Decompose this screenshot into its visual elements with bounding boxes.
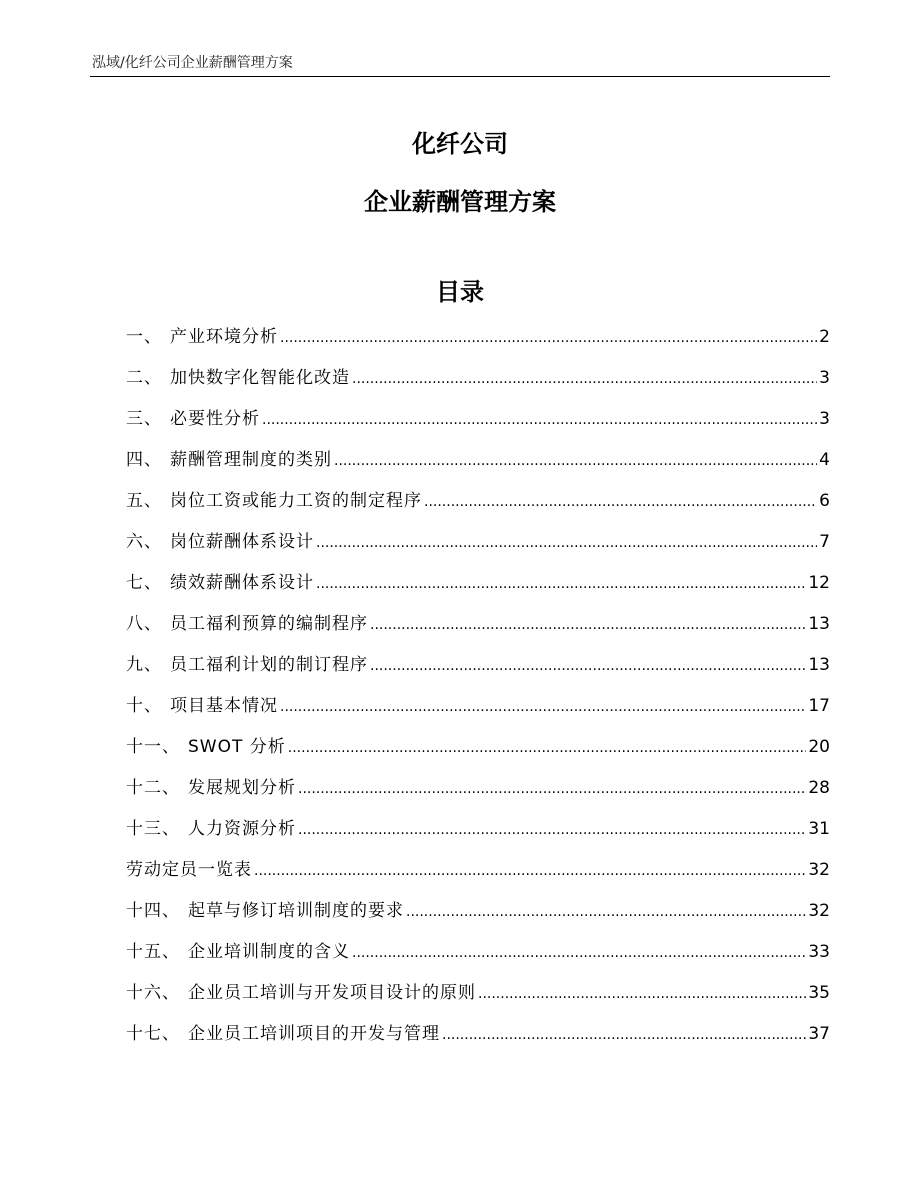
toc-dot-leader: [442, 1018, 806, 1052]
toc-entry-page: 33: [808, 942, 830, 962]
toc-entry-title: 起草与修订培训制度的要求: [188, 901, 404, 921]
toc-dot-leader: [478, 977, 806, 1011]
toc-entry-title: 企业员工培训与开发项目设计的原则: [188, 983, 476, 1003]
toc-entry-page: 7: [819, 532, 830, 552]
toc-entry-page: 17: [808, 696, 830, 716]
toc-entry[interactable]: [126, 976, 830, 1017]
toc-dot-leader: [316, 526, 817, 560]
toc-entry-title: 发展规划分析: [188, 778, 296, 798]
toc-dot-leader: [288, 731, 807, 765]
company-title: 化纤公司: [412, 130, 508, 158]
toc-entry[interactable]: [126, 320, 830, 361]
toc-entry-title: 薪酬管理制度的类别: [170, 450, 332, 470]
toc-dot-leader: [424, 485, 817, 519]
toc-entry-title: 项目基本情况: [170, 696, 278, 716]
toc-entry-title: 必要性分析: [170, 409, 260, 429]
toc-entry-number: 十三、: [126, 819, 180, 839]
toc-entry-page: 13: [808, 614, 830, 634]
toc-entry-page: 2: [819, 327, 830, 347]
toc-dot-leader: [370, 649, 806, 683]
toc-dot-leader: [298, 772, 806, 806]
toc-entry[interactable]: [126, 853, 830, 894]
toc-entry-number: 九、: [126, 655, 162, 675]
toc-entry-page: 3: [819, 409, 830, 429]
toc-entry-number: 十六、: [126, 983, 180, 1003]
toc-entry[interactable]: [126, 812, 830, 853]
toc-dot-leader: [370, 608, 806, 642]
table-of-contents: [126, 320, 830, 1058]
toc-entry[interactable]: [126, 689, 830, 730]
toc-entry-title: 员工福利计划的制订程序: [170, 655, 368, 675]
toc-dot-leader: [280, 321, 817, 355]
toc-entry[interactable]: [126, 361, 830, 402]
toc-dot-leader: [352, 936, 806, 970]
toc-dot-leader: [262, 403, 817, 437]
toc-entry-title: SWOT 分析: [188, 737, 286, 757]
toc-entry-number: 十、: [126, 696, 162, 716]
toc-entry-number: 六、: [126, 532, 162, 552]
toc-entry-number: 十四、: [126, 901, 180, 921]
toc-entry-page: 3: [819, 368, 830, 388]
toc-entry-title: 岗位薪酬体系设计: [170, 532, 314, 552]
toc-entry-number: 一、: [126, 327, 162, 347]
toc-dot-leader: [298, 813, 806, 847]
toc-entry-title: 人力资源分析: [188, 819, 296, 839]
toc-entry-number: 七、: [126, 573, 162, 593]
toc-entry-number: 十七、: [126, 1024, 180, 1044]
toc-dot-leader: [254, 854, 806, 888]
toc-entry[interactable]: [126, 894, 830, 935]
running-header: 泓域/化纤公司企业薪酬管理方案: [92, 55, 293, 71]
toc-dot-leader: [334, 444, 817, 478]
document-title: 企业薪酬管理方案: [364, 188, 556, 216]
toc-entry-page: 20: [808, 737, 830, 757]
toc-dot-leader: [406, 895, 806, 929]
toc-entry-page: 13: [808, 655, 830, 675]
header-rule: [90, 76, 830, 77]
toc-entry-page: 4: [819, 450, 830, 470]
toc-entry-page: 35: [808, 983, 830, 1003]
toc-entry[interactable]: [126, 484, 830, 525]
toc-entry-number: 八、: [126, 614, 162, 634]
toc-dot-leader: [280, 690, 806, 724]
toc-entry-page: 32: [808, 860, 830, 880]
toc-entry-page: 32: [808, 901, 830, 921]
toc-entry-title: 劳动定员一览表: [126, 860, 252, 880]
toc-entry[interactable]: [126, 935, 830, 976]
toc-dot-leader: [316, 567, 806, 601]
toc-entry-title: 企业员工培训项目的开发与管理: [188, 1024, 440, 1044]
toc-entry-title: 员工福利预算的编制程序: [170, 614, 368, 634]
toc-entry[interactable]: [126, 771, 830, 812]
toc-entry[interactable]: [126, 648, 830, 689]
toc-entry[interactable]: [126, 730, 830, 771]
toc-dot-leader: [352, 362, 817, 396]
toc-entry[interactable]: [126, 607, 830, 648]
toc-entry[interactable]: [126, 525, 830, 566]
toc-entry-number: 三、: [126, 409, 162, 429]
toc-entry-number: 五、: [126, 491, 162, 511]
toc-entry-title: 企业培训制度的含义: [188, 942, 350, 962]
toc-entry-number: 四、: [126, 450, 162, 470]
toc-entry-title: 产业环境分析: [170, 327, 278, 347]
toc-entry-number: 十二、: [126, 778, 180, 798]
toc-entry-title: 绩效薪酬体系设计: [170, 573, 314, 593]
toc-entry-number: 二、: [126, 368, 162, 388]
toc-entry-title: 加快数字化智能化改造: [170, 368, 350, 388]
toc-heading: 目录: [436, 278, 484, 306]
toc-entry[interactable]: [126, 402, 830, 443]
toc-entry-page: 31: [808, 819, 830, 839]
toc-entry-number: 十五、: [126, 942, 180, 962]
toc-entry-page: 6: [819, 491, 830, 511]
toc-entry[interactable]: [126, 443, 830, 484]
toc-entry-page: 12: [808, 573, 830, 593]
toc-entry-number: 十一、: [126, 737, 180, 757]
toc-entry-page: 37: [808, 1024, 830, 1044]
toc-entry[interactable]: [126, 1017, 830, 1058]
toc-entry-page: 28: [808, 778, 830, 798]
toc-entry-title: 岗位工资或能力工资的制定程序: [170, 491, 422, 511]
toc-entry[interactable]: [126, 566, 830, 607]
